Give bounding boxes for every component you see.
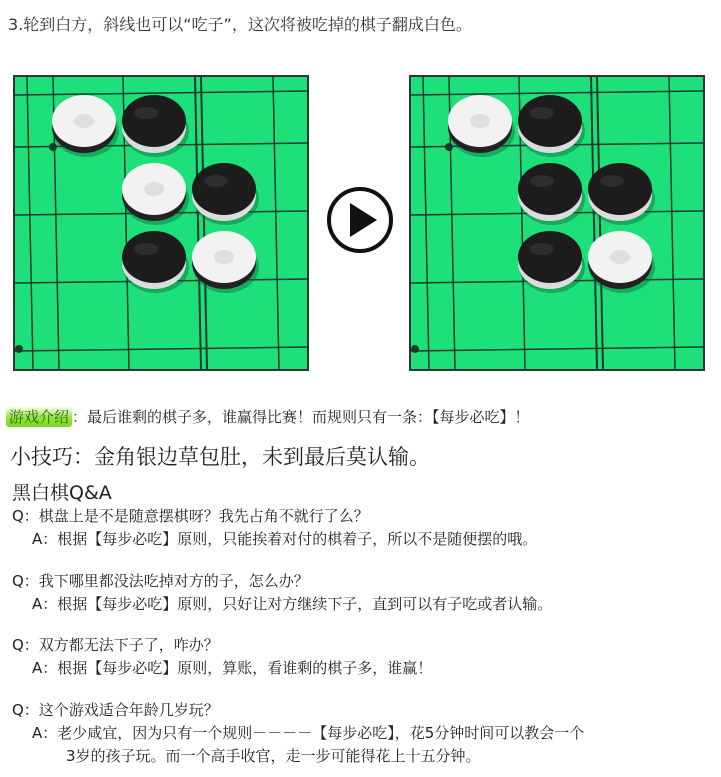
intro-separator: ： (72, 408, 88, 426)
qa-answer-3: A：根据【每步必吃】原则，算账，看谁剩的棋子多，谁赢！ (32, 659, 433, 677)
qa-question-2: Q：我下哪里都没法吃掉对方的子，怎么办？ (12, 572, 309, 590)
play-arrow-circle-icon (326, 186, 394, 254)
board-before-image (13, 75, 309, 371)
qa-answer-1: A：根据【每步必吃】原则，只能挨着对付的棋着子，所以不是随便摆的哦。 (32, 530, 538, 548)
game-intro (6, 406, 530, 427)
qa-answer-2: A：根据【每步必吃】原则，只好让对方继续下子，直到可以有子吃或者认输。 (32, 595, 553, 613)
board-before-svg (15, 77, 307, 369)
qa-title: 黑白棋Q&A (12, 482, 112, 504)
board-after-svg (411, 77, 703, 369)
intro-label: 游戏介绍 (6, 406, 72, 427)
intro-text: 最后谁剩的棋子多，谁赢得比赛！而规则只有一条：【每步必吃】！ (87, 408, 530, 426)
qa-question-4: Q：这个游戏适合年龄几岁玩？ (12, 701, 219, 719)
tips-text: 小技巧：金角银边草包肚，未到最后莫认输。 (10, 445, 430, 469)
qa-answer-4-continued: 3岁的孩子玩。而一个高手收官，走一步可能得花上十五分钟。 (66, 747, 481, 765)
board-after-image (409, 75, 705, 371)
qa-answer-4: A：老少咸宜，因为只有一个规则－－－－【每步必吃】，花5分钟时间可以教会一个 (32, 724, 585, 742)
step-title: 3.轮到白方，斜线也可以“吃子”，这次将被吃掉的棋子翻成白色。 (8, 15, 472, 34)
qa-question-1: Q：棋盘上是不是随意摆棋呀？我先占角不就行了么？ (12, 507, 369, 525)
qa-question-3: Q：双方都无法下子了，咋办？ (12, 636, 219, 654)
